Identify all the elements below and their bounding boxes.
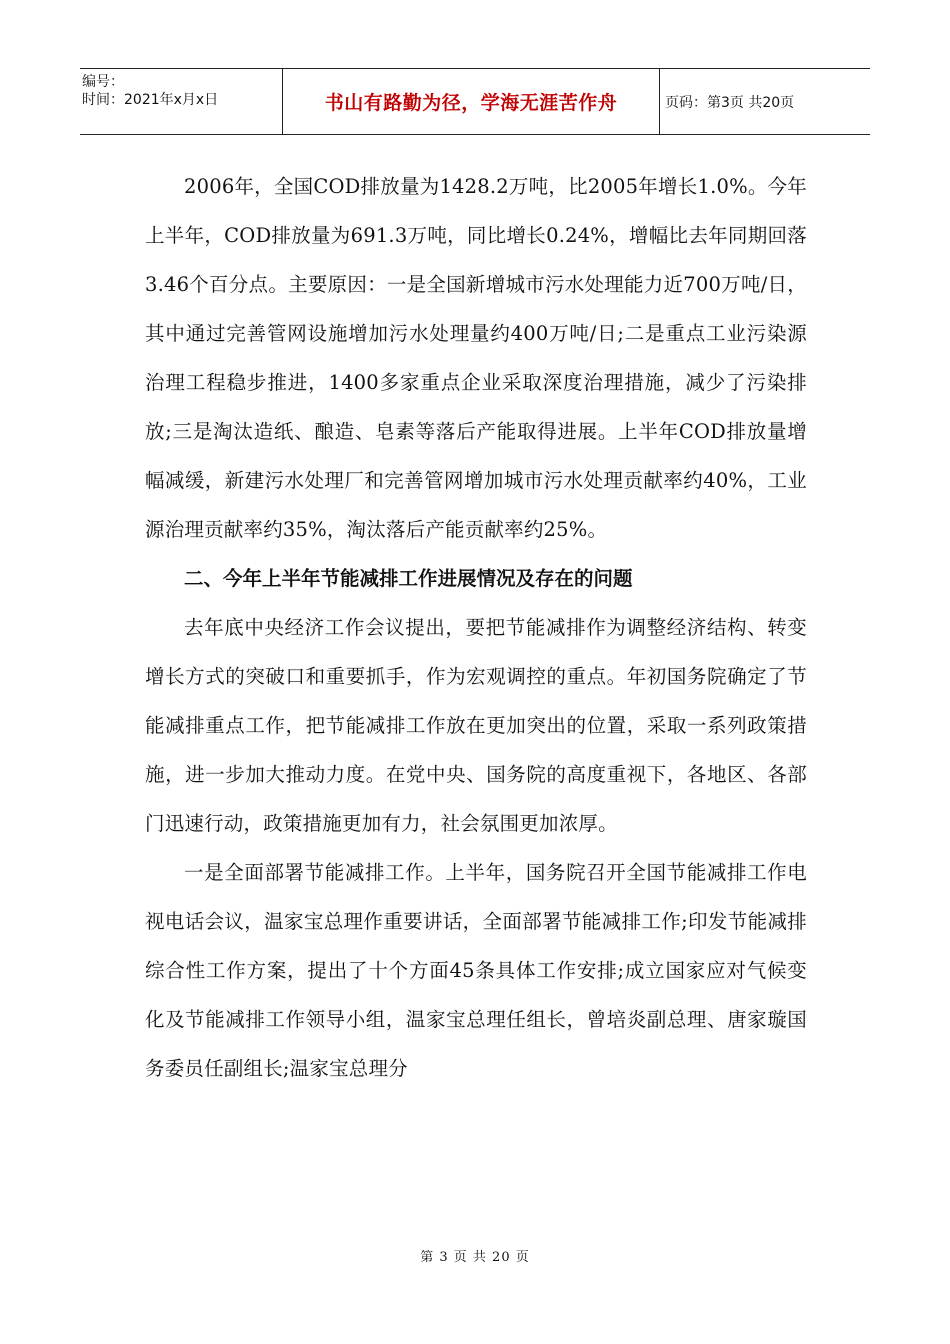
paragraph-cod-emissions: 2006年，全国COD排放量为1428.2万吨，比2005年增长1.0%。今年上半年，COD排放量为691.3万吨，同比增长0.24%，增幅比去年同期回落3.46个百分点。主要原因：一是全国新增城市污水处理能力近700万吨/日，其中通过完善管网设施增加污水处理量约400万吨/日;二是重点工业污染源治理工程稳步推进，1400多家重点企业采取深度治理措施，减少了污染排放;三是淘汰造纸、酿造、皂素等落后产能取得进展。上半年COD排放量增幅减缓，新建污水处理厂和完善管网增加城市污水处理贡献率约40%，工业源治理贡献率约35%，淘汰落后产能贡献率约25%。 [145, 175, 807, 541]
header-page-info: 页码：第3页 共20页 [665, 94, 795, 111]
header-meta [80, 69, 283, 134]
paragraph-deployment: 一是全面部署节能减排工作。上半年，国务院召开全国节能减排工作电视电话会议，温家宝总理作重要讲话，全面部署节能减排工作;印发节能减排综合性工作方案，提出了十个方面45条具体工作安排;成立国家应对气候变化及节能减排工作领导小组，温家宝总理任组长，曾培炎副总理、唐家璇国务委员任副组长;温家宝总理分 [145, 861, 807, 1080]
header-motto: 书山有路勤为径，学海无涯苦作舟 [283, 69, 660, 134]
page-footer: 第 3 页 共 20 页 [420, 1250, 530, 1265]
section-heading: 二、今年上半年节能减排工作进展情况及存在的问题 [184, 567, 633, 590]
number-label: 编号： [82, 74, 124, 90]
time-label: 时间：2021年x月x日 [82, 92, 219, 108]
document-body [145, 162, 807, 1093]
page-header [80, 68, 870, 135]
paragraph-policy-overview: 去年底中央经济工作会议提出，要把节能减排作为调整经济结构、转变增长方式的突破口和重要抓手，作为宏观调控的重点。年初国务院确定了节能减排重点工作，把节能减排工作放在更加突出的位置，采取一系列政策措施，进一步加大推动力度。在党中央、国务院的高度重视下，各地区、各部门迅速行动，政策措施更加有力，社会氛围更加浓厚。 [145, 616, 807, 835]
